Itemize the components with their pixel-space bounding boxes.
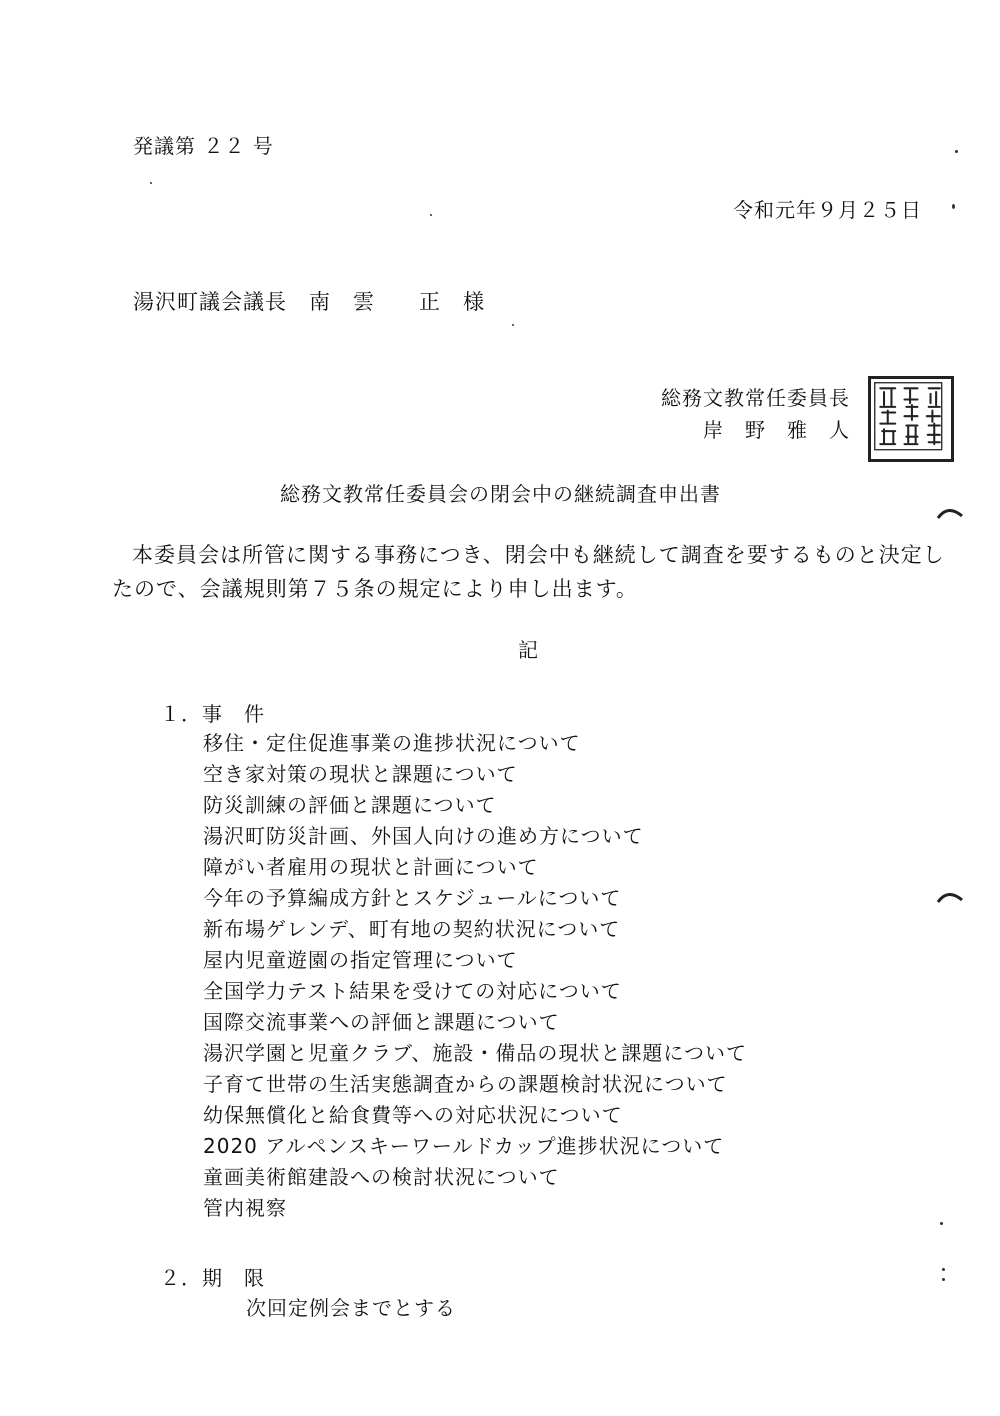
scan-speck [940, 1222, 943, 1225]
scan-mark [936, 884, 964, 906]
ki-heading: 記 [518, 638, 539, 662]
section-1-heading: １．事 件 [160, 702, 265, 726]
matters-list [203, 728, 747, 1224]
list-item: 障がい者雇用の現状と計画について [203, 855, 539, 879]
scan-speck [955, 150, 958, 153]
scan-mark [936, 500, 964, 522]
list-item: 幼保無償化と給食費等への対応状況について [203, 1103, 623, 1127]
body-text: 本委員会は所管に関する事務につき、閉会中も継続して調査を要するものと決定したので、会議規則第７５条の規定により申し出ます。 [112, 543, 945, 601]
section-2-heading: ２．期 限 [160, 1266, 265, 1290]
scan-speck [430, 214, 432, 216]
document-title: 総務文教常任委員会の閉会中の継続調査申出書 [280, 482, 721, 506]
list-item: 管内視察 [203, 1196, 287, 1220]
list-item: 屋内児童遊園の指定管理について [203, 948, 518, 972]
list-item: 子育て世帯の生活実態調査からの課題検討状況について [203, 1072, 728, 1096]
sender-name: 岸 野 雅 人 [703, 418, 850, 442]
scan-speck [512, 324, 514, 326]
document-date: 令和元年９月２５日 [733, 198, 922, 222]
list-item: 防災訓練の評価と課題について [203, 793, 497, 817]
list-item: 国際交流事業への評価と課題について [203, 1010, 560, 1034]
scan-speck [942, 1278, 945, 1281]
body-paragraph [112, 538, 952, 606]
scan-speck [150, 182, 152, 184]
scan-speck [952, 204, 955, 209]
document-number: 発議第 ２２ 号 [133, 134, 274, 158]
scan-speck [942, 1268, 945, 1271]
list-item: 童画美術館建設への検討状況について [203, 1165, 560, 1189]
list-item: 移住・定住促進事業の進捗状況について [203, 731, 581, 755]
list-item: 今年の予算編成方針とスケジュールについて [203, 886, 622, 910]
list-item: 全国学力テスト結果を受けての対応について [203, 979, 622, 1003]
list-item: 2020 アルペンスキーワールドカップ進捗状況について [203, 1134, 725, 1158]
deadline-text: 次回定例会までとする [246, 1296, 456, 1320]
list-item: 新布場ゲレンデ、町有地の契約状況について [203, 917, 621, 941]
list-item: 湯沢学園と児童クラブ、施設・備品の現状と課題について [203, 1041, 747, 1065]
official-seal-icon [868, 376, 954, 462]
seal-graphic [871, 379, 951, 459]
sender-title: 総務文教常任委員長 [661, 386, 850, 410]
list-item: 湯沢町防災計画、外国人向けの進め方について [203, 824, 644, 848]
addressee: 湯沢町議会議長 南 雲 正 様 [133, 290, 485, 314]
list-item: 空き家対策の現状と課題について [203, 762, 518, 786]
